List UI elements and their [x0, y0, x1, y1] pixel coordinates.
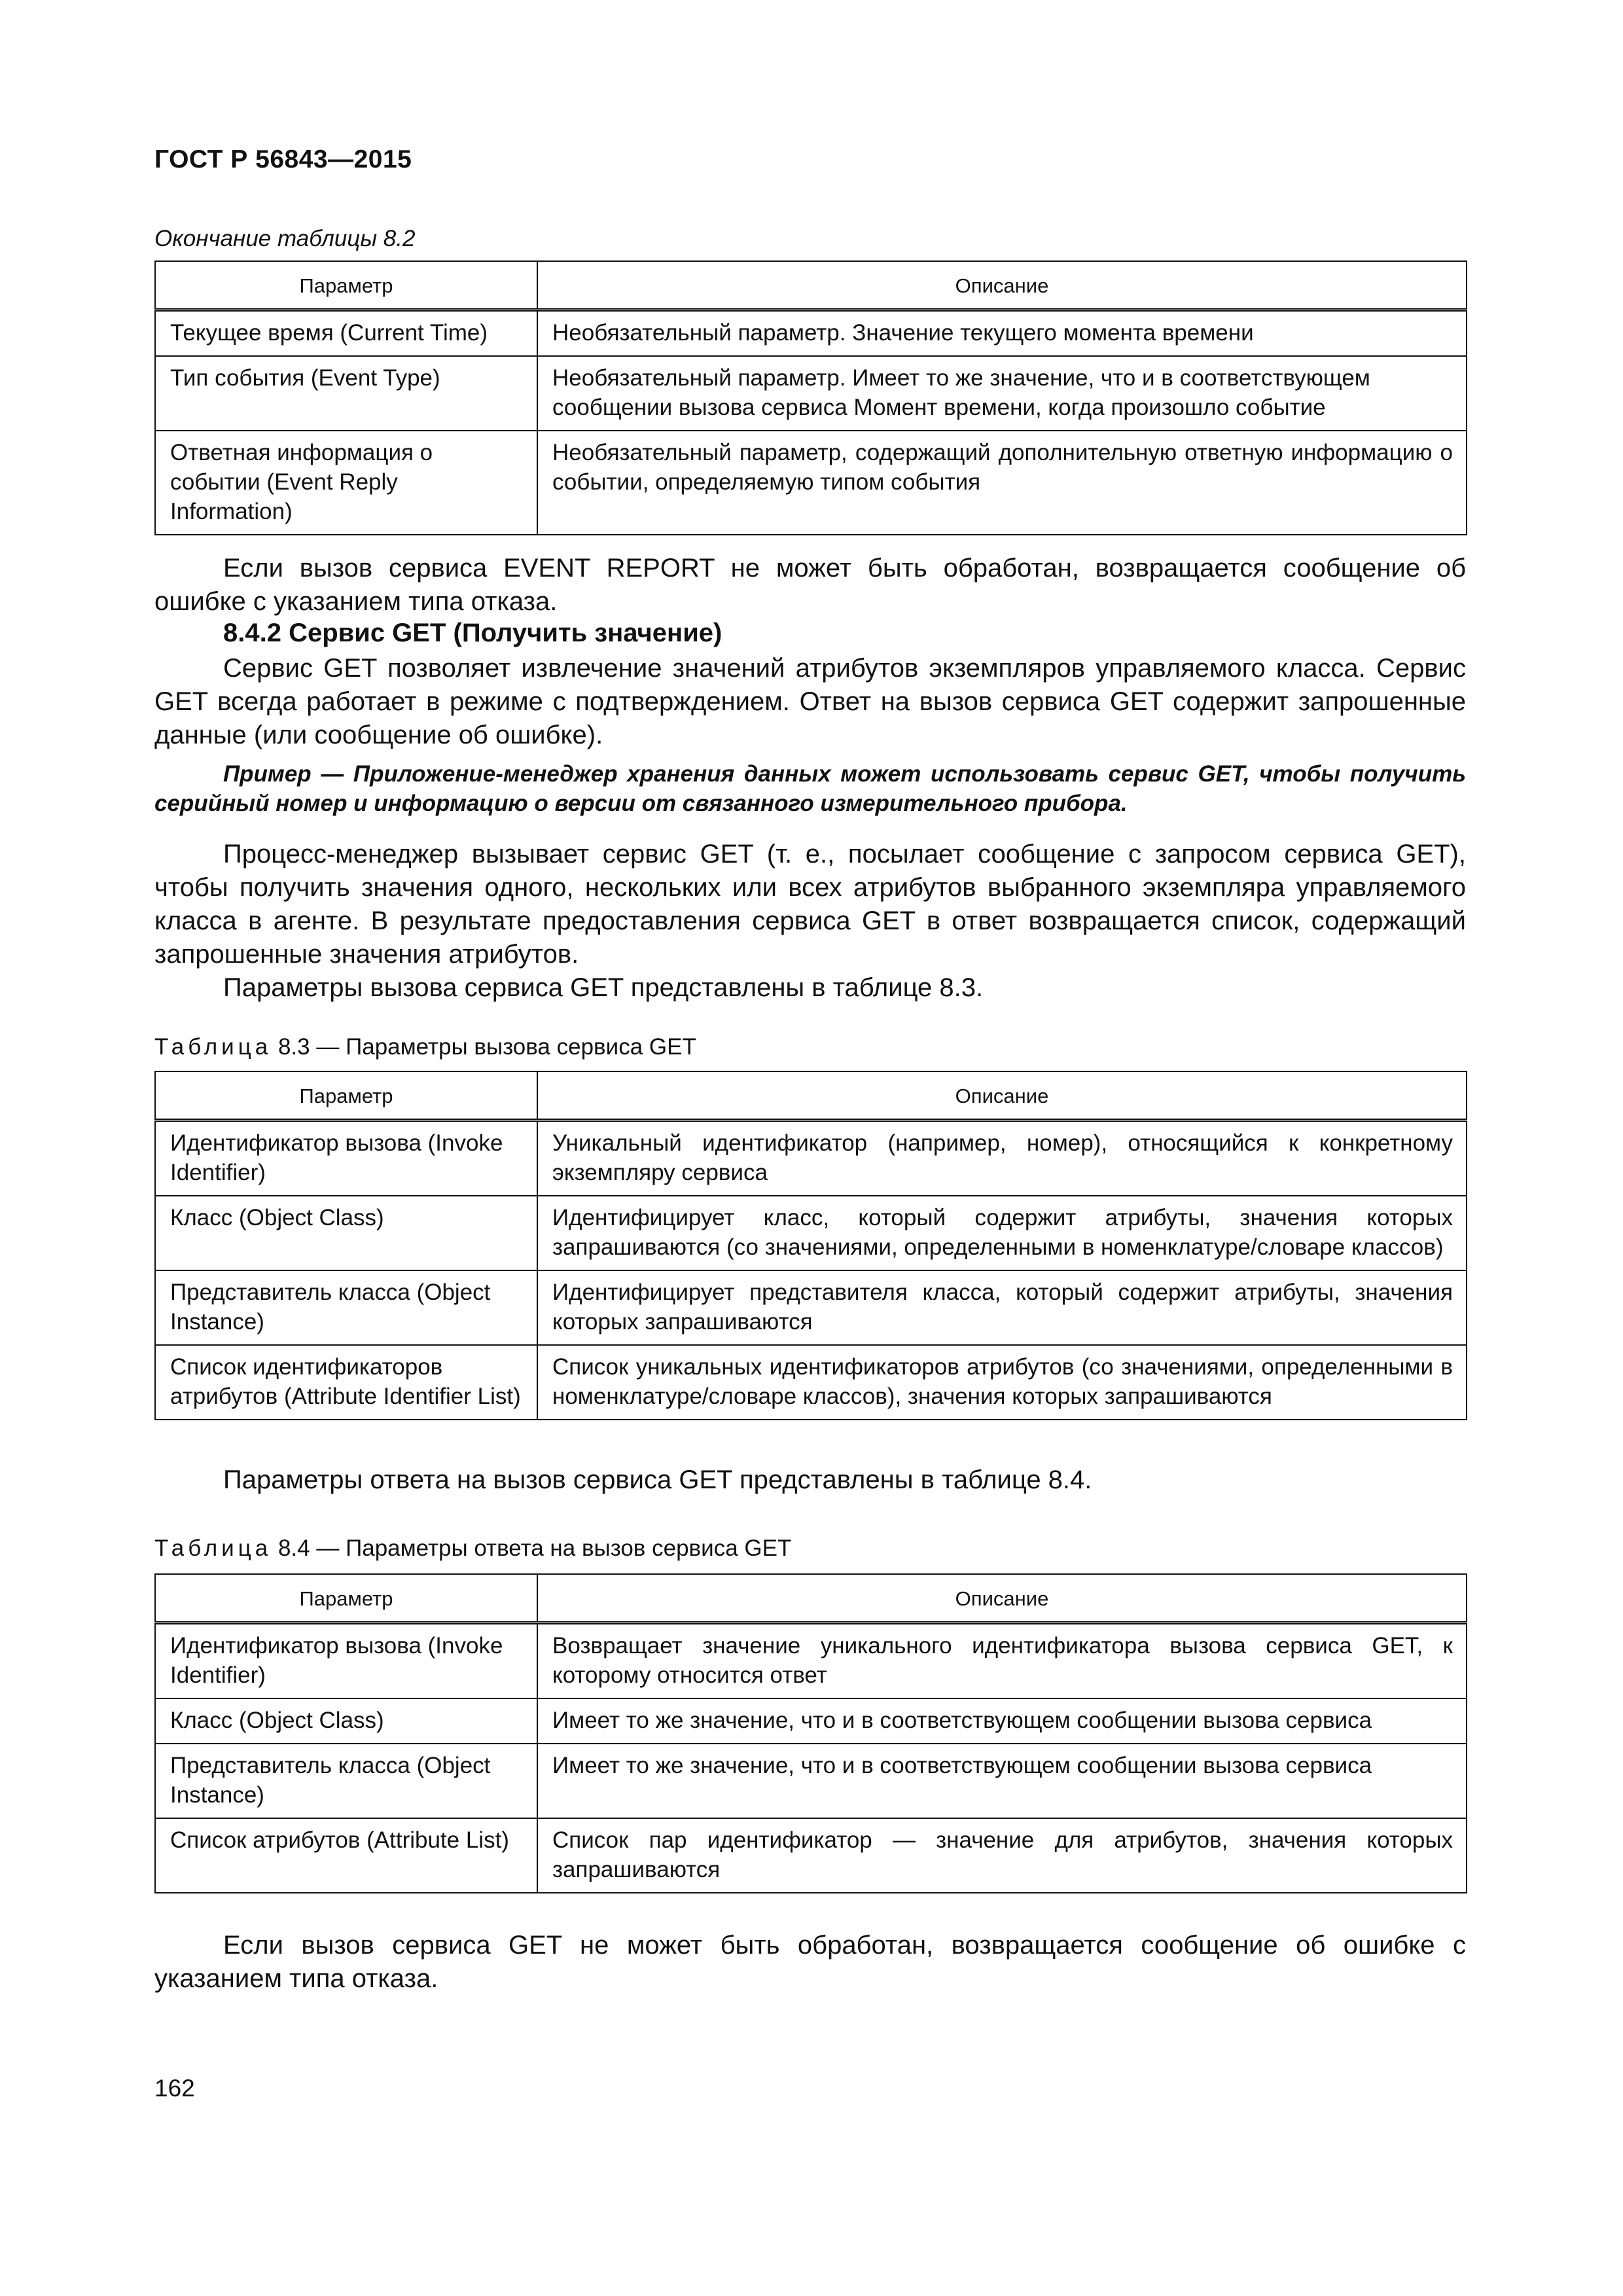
desc-cell: Имеет то же значение, что и в соответствующем сообщении вызова сервиса [537, 1744, 1467, 1818]
column-header-desc: Описание [537, 1574, 1467, 1623]
param-cell: Класс (Object Class) [155, 1698, 537, 1744]
param-cell: Класс (Object Class) [155, 1196, 537, 1270]
table-8-3-caption: Таблица 8.3 — Параметры вызова сервиса GET [154, 1034, 696, 1060]
paragraph-process-manager: Процесс-менеджер вызывает сервис GET (т. е., посылает сообщение с запросом сервиса GET), чтобы получить значения одного, нескольких или всех атрибутов выбранного экземпляра управляемого класса в агенте. В результате предоставления сервиса GET в ответ возвращается список, содержащий запрошенные значения атрибутов. [154, 840, 1466, 969]
param-cell: Представитель класса (Object Instance) [155, 1270, 537, 1345]
desc-cell: Уникальный идентификатор (например, номер), относящийся к конкретному экземпляру сервиса [537, 1121, 1467, 1196]
param-cell: Список атрибутов (Attribute List) [155, 1818, 537, 1893]
table-row [155, 431, 1467, 535]
desc-cell: Идентифицирует класс, который содержит атрибуты, значения которых запрашиваются (со значениями, определенными в номенклатуре/словаре классов) [537, 1196, 1467, 1270]
table-row [155, 1196, 1467, 1270]
table-row [155, 1623, 1467, 1699]
section-heading: 8.4.2 Сервис GET (Получить значение) [223, 619, 722, 647]
table-8-2 [154, 260, 1467, 535]
paragraph-get-error: Если вызов сервиса GET не может быть обработан, возвращается сообщение об ошибке с указанием типа отказа. [154, 1931, 1466, 1993]
table-row [155, 1698, 1467, 1744]
param-cell: Список идентификаторов атрибутов (Attribute Identifier List) [155, 1345, 537, 1420]
desc-cell: Возвращает значение уникального идентификатора вызова сервиса GET, к которому относится ответ [537, 1623, 1467, 1699]
table-8-4-caption: Таблица 8.4 — Параметры ответа на вызов сервиса GET [154, 1535, 792, 1561]
param-cell: Идентификатор вызова (Invoke Identifier) [155, 1623, 537, 1699]
example-note: Пример — Приложение-менеджер хранения данных может использовать сервис GET, чтобы получить серийный номер и информацию о версии от связанного измерительного прибора. [154, 761, 1466, 816]
paragraph-table-8-3-ref: Параметры вызова сервиса GET представлены в таблице 8.3. [223, 973, 984, 1002]
table-header-row [155, 1071, 1467, 1121]
column-header-param: Параметр [155, 1071, 537, 1121]
desc-cell: Необязательный параметр, содержащий дополнительную ответную информацию о событии, определяемую типом события [537, 431, 1467, 535]
table-row [155, 1270, 1467, 1345]
desc-cell: Необязательный параметр. Имеет то же значение, что и в соответствующем сообщении вызова сервиса Момент времени, когда произошло событие [537, 356, 1467, 431]
desc-cell: Необязательный параметр. Значение текущего момента времени [537, 310, 1467, 357]
table-row [155, 1121, 1467, 1196]
page-number: 162 [154, 2075, 195, 2102]
param-cell: Текущее время (Current Time) [155, 310, 537, 357]
column-header-param: Параметр [155, 1574, 537, 1623]
param-cell: Тип события (Event Type) [155, 356, 537, 431]
param-cell: Ответная информация о событии (Event Reply Information) [155, 431, 537, 535]
desc-cell: Список пар идентификатор — значение для атрибутов, значения которых запрашиваются [537, 1818, 1467, 1893]
table-row [155, 1818, 1467, 1893]
column-header-desc: Описание [537, 261, 1467, 310]
document-id: ГОСТ Р 56843—2015 [154, 145, 412, 173]
table-row [155, 1345, 1467, 1420]
table-8-3 [154, 1071, 1467, 1420]
paragraph-event-report-error: Если вызов сервиса EVENT REPORT не может быть обработан, возвращается сообщение об ошибке с указанием типа отказа. [154, 554, 1466, 616]
column-header-desc: Описание [537, 1071, 1467, 1121]
table-row [155, 310, 1467, 357]
param-cell: Представитель класса (Object Instance) [155, 1744, 537, 1818]
paragraph-get-service: Сервис GET позволяет извлечение значений атрибутов экземпляров управляемого класса. Сервис GET всегда работает в режиме с подтверждением. Ответ на вызов сервиса GET содержит запрошенные данные (или сообщение об ошибке). [154, 654, 1466, 749]
table-8-4 [154, 1573, 1467, 1893]
desc-cell: Список уникальных идентификаторов атрибутов (со значениями, определенными в номенклатуре/словаре классов), значения которых запрашиваются [537, 1345, 1467, 1420]
table-header-row [155, 261, 1467, 310]
table-8-2-caption: Окончание таблицы 8.2 [154, 226, 416, 251]
param-cell: Идентификатор вызова (Invoke Identifier) [155, 1121, 537, 1196]
paragraph-table-8-4-ref: Параметры ответа на вызов сервиса GET представлены в таблице 8.4. [223, 1465, 1092, 1494]
table-row [155, 1744, 1467, 1818]
table-row [155, 356, 1467, 431]
desc-cell: Идентифицирует представителя класса, который содержит атрибуты, значения которых запрашиваются [537, 1270, 1467, 1345]
desc-cell: Имеет то же значение, что и в соответствующем сообщении вызова сервиса [537, 1698, 1467, 1744]
column-header-param: Параметр [155, 261, 537, 310]
table-header-row [155, 1574, 1467, 1623]
